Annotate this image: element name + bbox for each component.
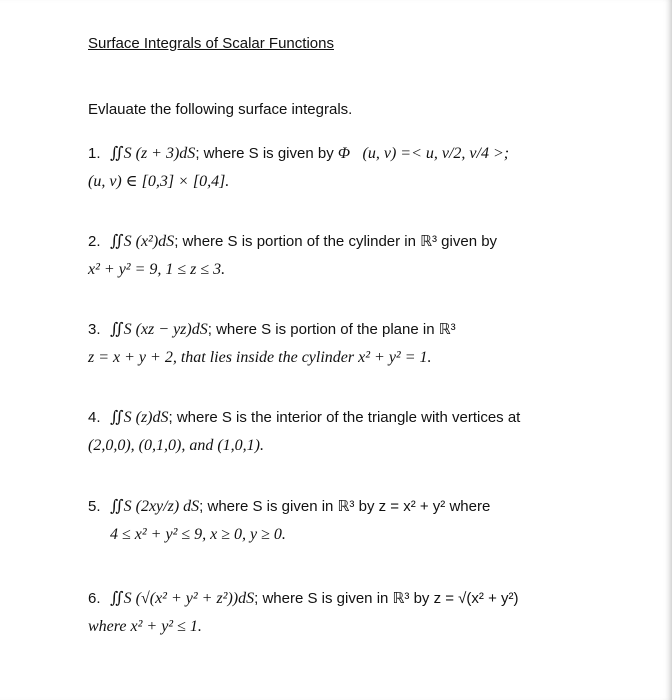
instructions: Evlauate the following surface integrals.	[88, 101, 353, 118]
problem-integral: ∬S (z)dS	[110, 409, 169, 426]
problem-integral: ∬S (xz − yz)dS	[110, 321, 208, 338]
problem-domain: (u, v) ∈ [0,3] × [0,4].	[88, 173, 230, 190]
problem-text: ; where S is the interior of the triangle with vertices at	[168, 409, 521, 426]
problem-text: ; where S is portion of the cylinder in ℝ³ given by	[174, 233, 498, 250]
problem-1	[88, 140, 608, 196]
problem-number: 4.	[88, 409, 101, 426]
problem-domain: z = x + y + 2, that lies inside the cylinder x² + y² = 1.	[88, 349, 432, 366]
problem-integral: ∬S (z + 3)dS	[110, 145, 196, 162]
problem-text: ; where S is given by	[195, 145, 334, 162]
problem-integral: ∬S (2xy/z) dS	[110, 498, 200, 515]
problem-domain: (2,0,0), (0,1,0), and (1,0,1).	[88, 437, 264, 454]
problem-number: 5.	[88, 498, 101, 515]
problem-6	[88, 585, 608, 641]
problem-2	[88, 228, 608, 284]
problem-integral: ∬S (√(x² + y² + z²))dS	[110, 590, 255, 607]
problem-5	[88, 493, 608, 549]
page-title: Surface Integrals of Scalar Functions	[88, 35, 334, 52]
problem-number: 6.	[88, 590, 101, 607]
problem-text: ; where S is portion of the plane in ℝ³	[207, 321, 456, 338]
problem-text: ; where S is given in ℝ³ by z = x² + y² where	[199, 498, 491, 515]
problem-text: ; where S is given in ℝ³ by z = √(x² + y²)	[254, 590, 519, 607]
problem-4	[88, 404, 608, 460]
problem-number: 3.	[88, 321, 101, 338]
problem-domain: 4 ≤ x² + y² ≤ 9, x ≥ 0, y ≥ 0.	[110, 526, 286, 543]
problem-domain: where x² + y² ≤ 1.	[88, 618, 202, 635]
problem-number: 1.	[88, 145, 101, 162]
problem-3	[88, 316, 608, 372]
problem-number: 2.	[88, 233, 101, 250]
problem-domain: x² + y² = 9, 1 ≤ z ≤ 3.	[88, 261, 226, 278]
problem-parametrization: Φ⃗(u, v) =< u, v/2, v/4 >;	[337, 145, 510, 162]
problem-integral: ∬S (x²)dS	[110, 233, 175, 250]
